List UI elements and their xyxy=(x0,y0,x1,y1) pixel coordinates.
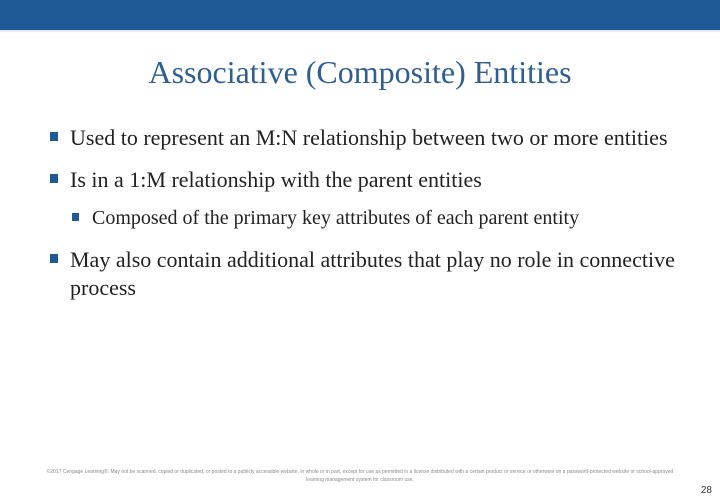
square-bullet-icon xyxy=(50,132,58,141)
bullet-item xyxy=(50,124,690,152)
slide-title: Associative (Composite) Entities xyxy=(148,54,572,90)
bullet-text: Is in a 1:M relationship with the parent entities xyxy=(70,167,482,192)
bullet-item xyxy=(50,246,690,302)
square-bullet-icon xyxy=(50,174,58,183)
header-bar-shadow xyxy=(0,30,720,33)
copyright-footer: ©2017 Cengage Learning®. May not be scanned, copied or duplicated, or posted to a publicly accessible website, in whole or in part, except for use as permitted in a license distributed with a certain product or service or otherwise on a password-protected website or school-approved learning management system for classroom use. xyxy=(46,469,674,483)
square-bullet-icon xyxy=(50,254,58,263)
bullet-text: Used to represent an M:N relationship between two or more entities xyxy=(70,125,668,150)
bullet-text: May also contain additional attributes that play no role in connective process xyxy=(70,247,675,300)
bullet-item xyxy=(50,166,690,194)
sub-bullet-text: Composed of the primary key attributes of each parent entity xyxy=(92,207,580,229)
page-number: 28 xyxy=(700,485,712,496)
sub-bullet-item xyxy=(72,204,690,232)
square-bullet-icon xyxy=(72,213,79,221)
header-bar xyxy=(0,0,720,30)
bullet-list xyxy=(50,124,690,316)
